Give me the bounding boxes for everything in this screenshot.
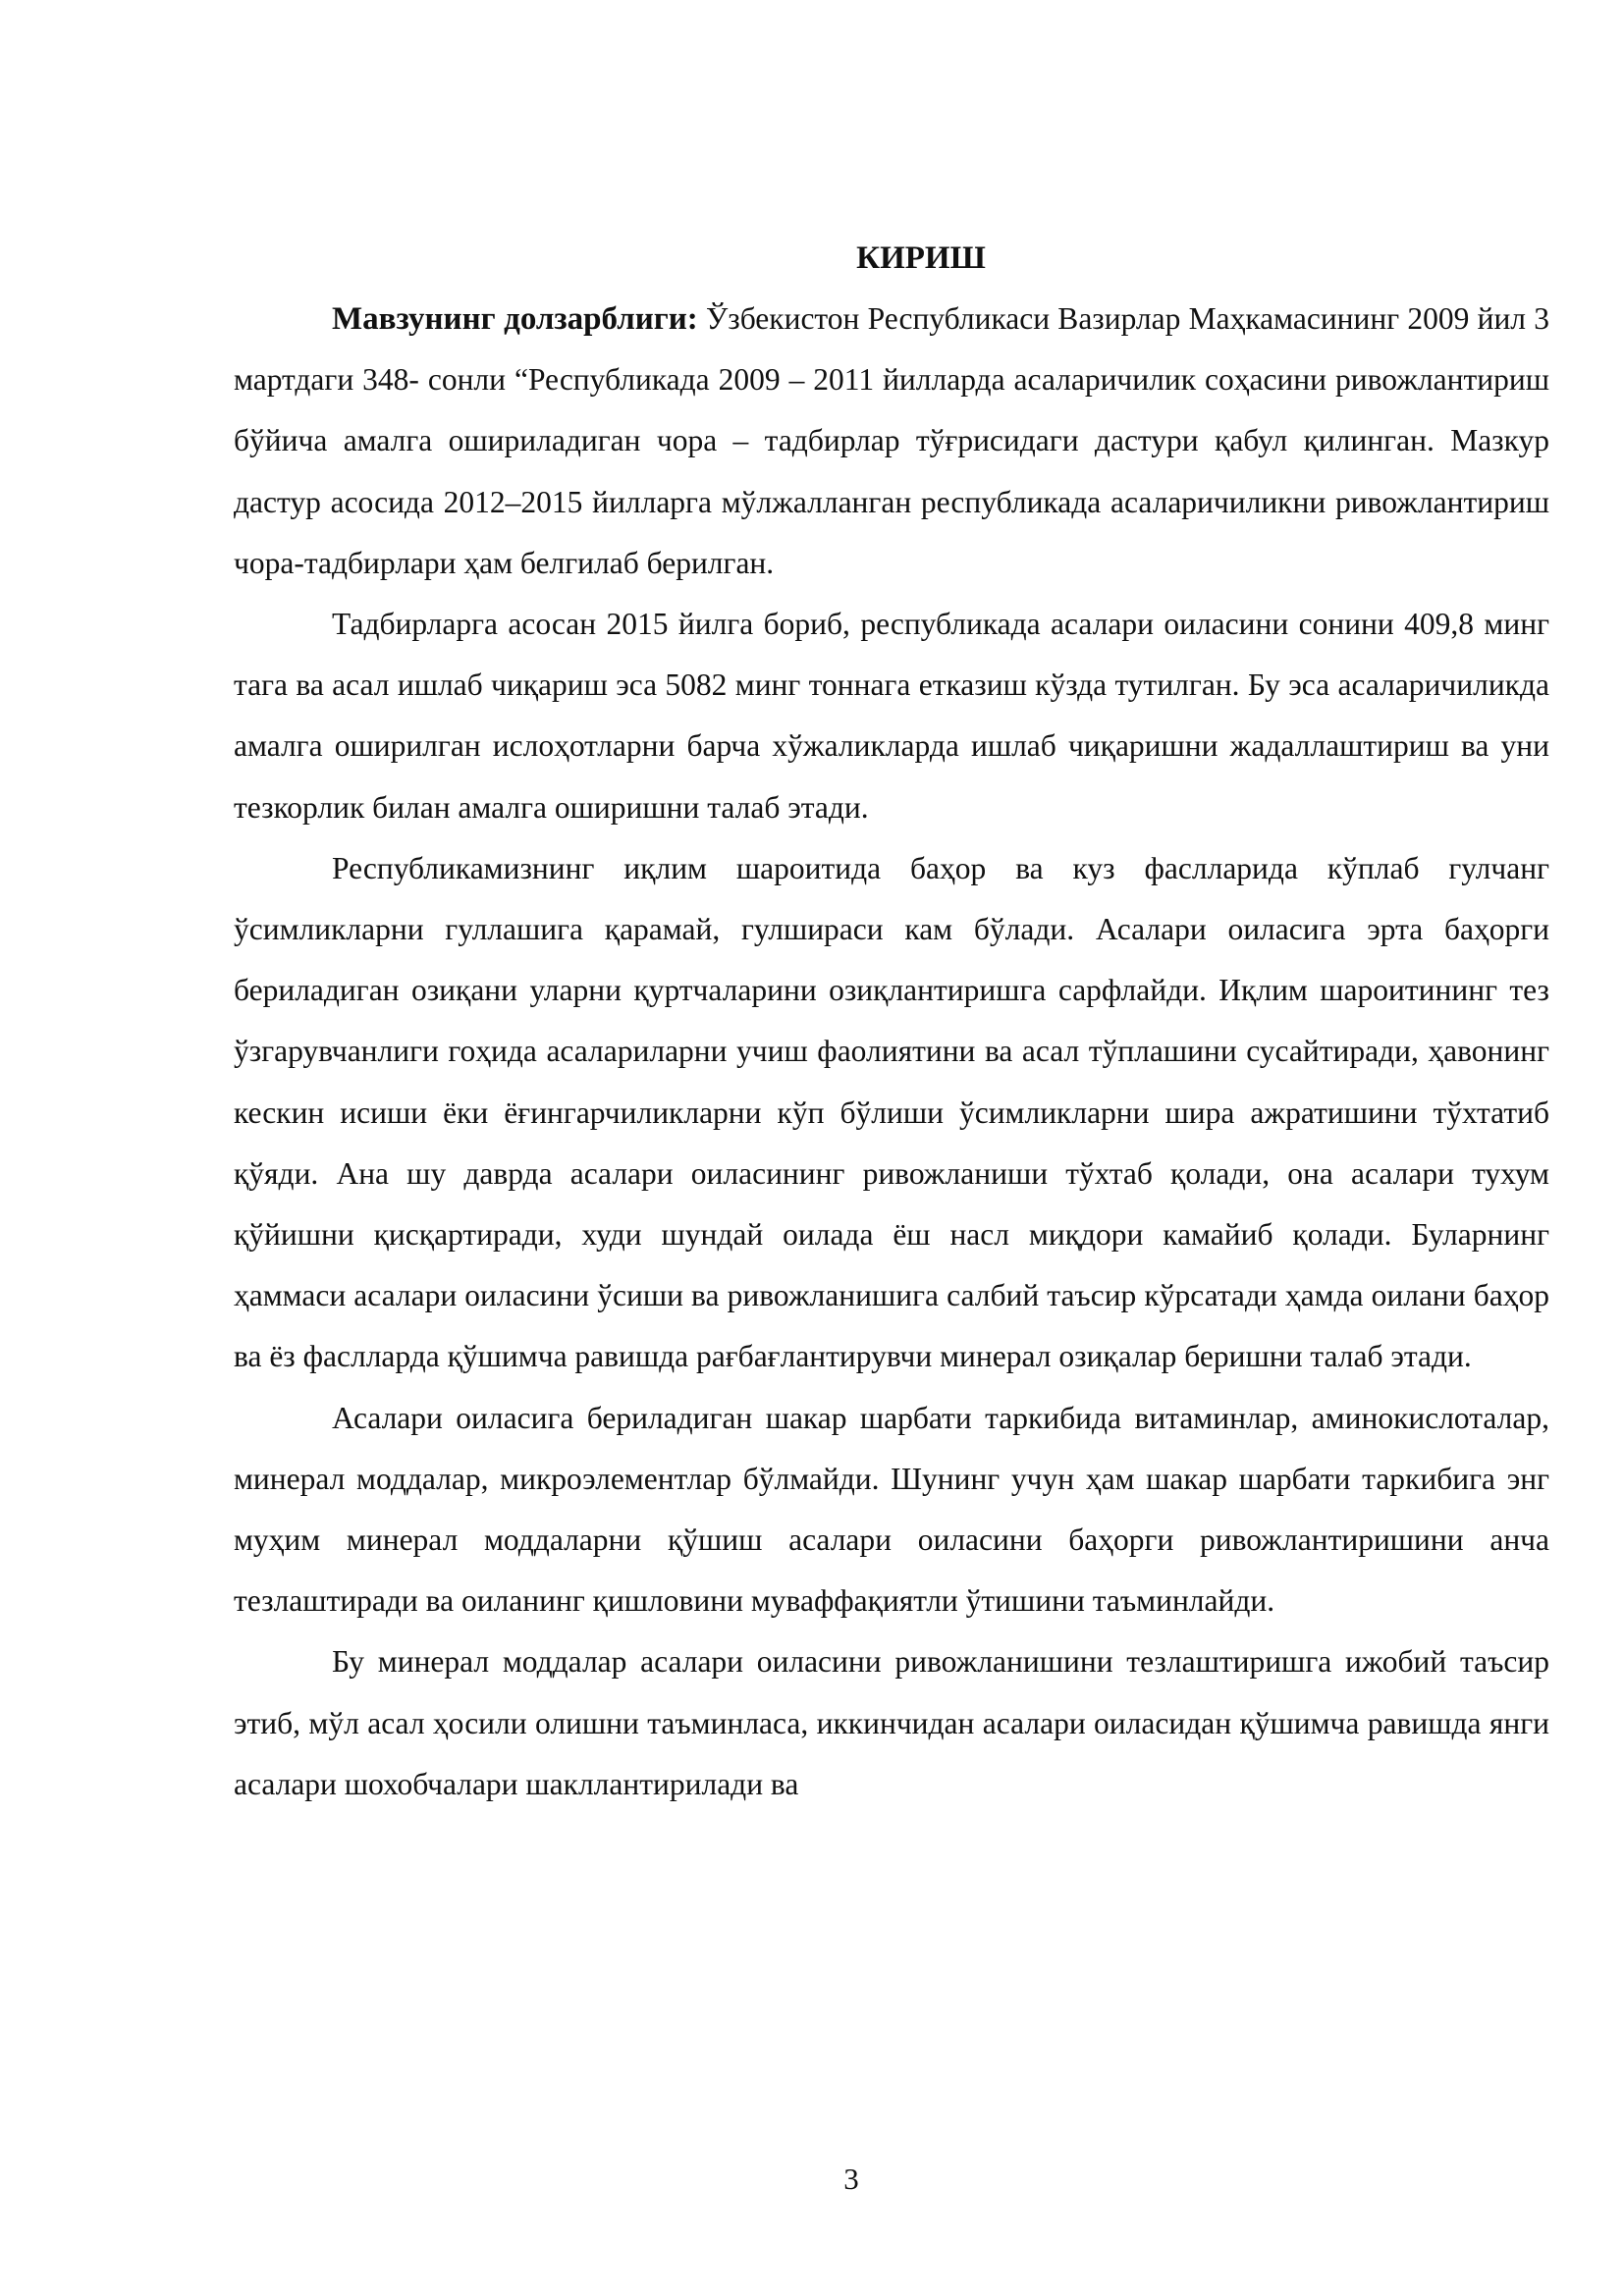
- paragraph-sugar-syrup: Асалари оиласига бериладиган шакар шарбати таркибида витаминлар, аминокислоталар, минерал моддалар, микроэлементлар бўлмайди. Шунинг учун ҳам шакар шарбати таркибига энг муҳим минерал моддаларни қўшиш асалари оиласини баҳорги ривожлантиришини анча тезлаштиради ва оиланинг қишловини муваффақиятли ўтишини таъминлайди.: [234, 1400, 1549, 1619]
- page-number: 3: [843, 2162, 859, 2196]
- paragraph-climate: Республикамизнинг иқлим шароитида баҳор ва куз фаслларида кўплаб гулчанг ўсимликларни гуллашига қарамай, гулшираси кам бўлади. Асалари оиласига эрта баҳорги бериладиган озиқани уларни қуртчаларини озиқлантиришга сарфлайди. Иқлим шароитининг тез ўзгарувчанлиги гоҳида асалариларни учиш фаолиятини ва асал тўплашини сусайтиради, ҳавонинг кескин исиши ёки ёғингарчиликларни кўп бўлиши ўсимликларни шира ажратишини тўхтатиб қўяди. Ана шу даврда асалари оиласининг ривожланиши тўхтаб қолади, она асалари тухум қўйишни қисқартиради, худи шундай оилада ёш насл миқдори камайиб қолади. Буларнинг ҳаммаси асалари оиласини ўсиши ва ривожланишига салбий таъсир кўрсатади ҳамда оилани баҳор ва ёз фаслларда қўшимча равишда рағбағлантирувчи минерал озиқалар беришни талаб этади.: [234, 850, 1549, 1374]
- paragraph-text: Ўзбекистон Республикаси Вазирлар Маҳкамасининг 2009 йил 3 мартдаги 348- сонли “Республикада 2009 – 2011 йилларда асаларичилик соҳасини ривожлантириш бўйича амалга ошириладиган чора – тадбирлар тўғрисидаги дастури қабул қилинган. Мазкур дастур асосида 2012–2015 йилларга мўлжалланган республикада асаларичиликни ривожлантириш чора-тадбирлари ҳам белгилаб берилган.: [234, 301, 1549, 580]
- paragraph-minerals: Бу минерал моддалар асалари оиласини ривожланишини тезлаштиришга ижобий таъсир этиб, мўл асал ҳосили олишни таъминласа, иккинчидан асалари оиласидан қўшимча равишда янги асалари шохобчалари шакллантирилади ва: [234, 1644, 1549, 1801]
- page-title: КИРИШ: [856, 240, 986, 276]
- paragraph-lead: Мавзунинг долзарблиги:: [332, 301, 698, 337]
- paragraph-relevance: [234, 289, 1549, 594]
- document-body: [234, 228, 1549, 1815]
- paragraph-measures: Тадбирларга асосан 2015 йилга бориб, республикада асалари оиласини сонини 409,8 минг тага ва асал ишлаб чиқариш эса 5082 минг тоннага етказиш кўзда тутилган. Бу эса асаларичиликда амалга оширилган ислоҳотларни барча хўжаликларда ишлаб чиқаришни жадаллаштириш ва уни тезкорлик билан амалга оширишни талаб этади.: [234, 607, 1549, 825]
